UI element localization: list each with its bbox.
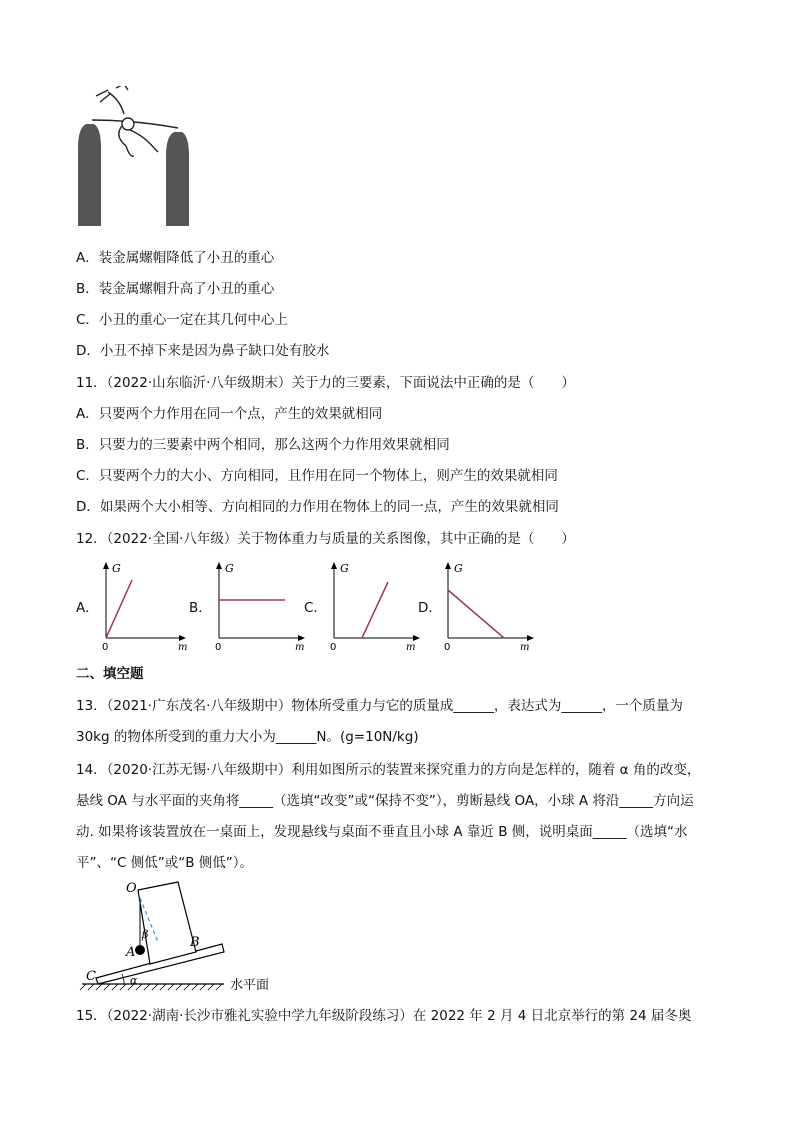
clown-icon [92,86,178,156]
q12-label-b: B． [189,600,212,616]
q10-option-d: D．小丑不掉下来是因为鼻子缺口处有胶水 [76,343,330,359]
q12-graph-c [324,560,422,652]
label-ground: 水平面 [230,978,270,993]
q12-graph-d [438,560,536,652]
section-heading: 二、填空题 [76,666,144,682]
graph-d-xlabel: m [520,642,530,652]
q15-line1: 15．（2022·湖南·长沙市雅礼实验中学九年级阶段练习）在 2022 年 2 月 4 日北京举行的第 24 届冬奥 [76,1008,692,1024]
graph-a-line [106,580,132,638]
left-bottle [78,124,101,226]
q13-line1: 13．（2021·广东茂名·八年级期中）物体所受重力与它的质量成______，表达式为______，一个质量为 [76,698,683,714]
q10-option-c: C．小丑的重心一定在其几何中心上 [76,312,288,328]
q11-option-c: C．只要两个力的大小、方向相同，且作用在同一个物体上，则产生的效果就相同 [76,468,558,484]
right-bottle [166,132,189,226]
q11-stem: 11．（2022·山东临沂·八年级期末）关于力的三要素，下面说法中正确的是（ ） [76,375,575,391]
graph-d-origin: 0 [444,642,451,652]
graph-b-origin: 0 [215,642,222,652]
q14-line1: 14．（2020·江苏无锡·八年级期中）利用如图所示的装置来探究重力的方向是怎样的，随着 α 角的改变， [76,762,701,778]
graph-b-ylabel: G [225,562,234,575]
label-a: A [126,945,136,960]
q12-label-a: A． [76,600,99,616]
q11-option-a: A．只要两个力作用在同一个点，产生的效果就相同 [76,406,383,422]
q10-option-b: B．装金属螺帽升高了小丑的重心 [76,281,275,297]
clown-balance-figure [74,86,204,236]
q12-stem: 12．（2022·全国·八年级）关于物体重力与质量的关系图像，其中正确的是（ ） [76,531,575,547]
q11-option-b: B．只要力的三要素中两个相同，那么这两个力作用效果就相同 [76,437,450,453]
q12-label-d: D． [418,600,442,616]
label-b: B [190,935,200,950]
graph-a-ylabel: G [112,562,121,575]
label-c: C [86,969,96,984]
label-o: O [126,881,137,896]
q12-graph-a [96,560,188,652]
graph-a-xlabel: m [178,642,188,652]
q11-option-d: D．如果两个大小相等、方向相同的力作用在物体上的同一点，产生的效果就相同 [76,499,559,515]
q12-graph-b [209,560,307,652]
graph-d-line [448,590,504,638]
q10-option-a: A．装金属螺帽降低了小丑的重心 [76,250,275,266]
q14-line2: 悬线 OA 与水平面的夹角将_____（选填“改变”或“保持不变”），剪断悬线 OA，小球 A 将沿_____方向运 [76,793,694,809]
q13-line2: 30kg 的物体所受到的重力大小为______N。(g=10N/kg) [76,729,419,745]
label-alpha: α [130,974,138,987]
graph-c-ylabel: G [340,562,349,575]
q14-apparatus-figure [78,880,308,996]
q12-label-c: C． [304,600,327,616]
ball-a [135,945,145,955]
graph-c-xlabel: m [406,642,416,652]
q14-line3: 动. 如果将该装置放在一桌面上，发现悬线与桌面不垂直且小球 A 靠近 B 侧，说明桌面_____（选填“水 [76,824,688,840]
graph-a-origin: 0 [102,642,109,652]
q14-line4: 平”、“C 侧低”或“B 侧低”）。 [76,855,253,871]
graph-c-line [362,582,388,638]
label-beta: β [142,928,149,941]
graph-b-xlabel: m [295,642,305,652]
upright-frame [138,882,196,964]
graph-c-origin: 0 [330,642,337,652]
graph-d-ylabel: G [454,562,463,575]
